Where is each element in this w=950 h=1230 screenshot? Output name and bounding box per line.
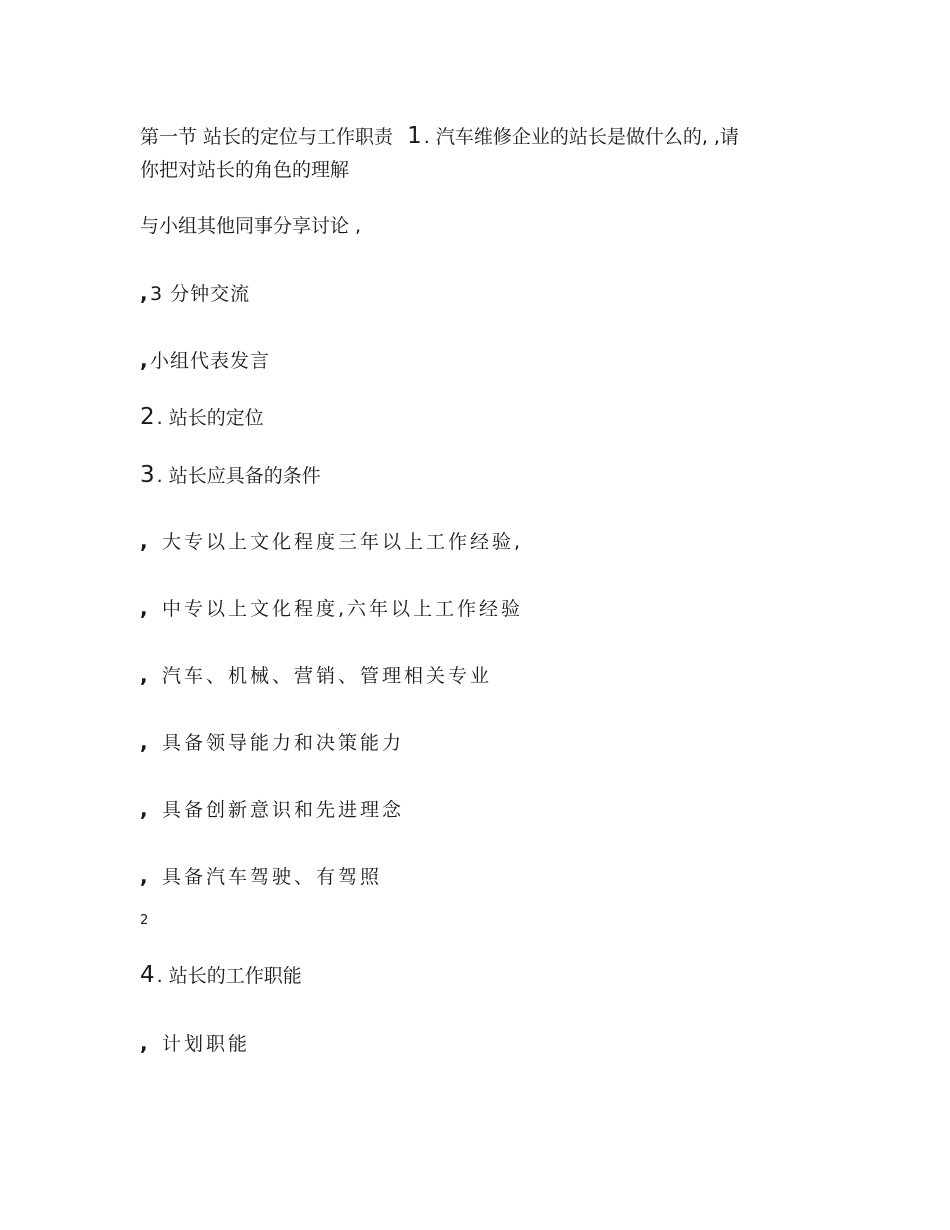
condition-item — [140, 730, 404, 755]
page-number: 2 — [140, 913, 149, 928]
exchange-line — [140, 281, 250, 306]
item-number: 4 — [140, 962, 155, 988]
item-number: 2 — [140, 404, 155, 430]
bullet-mark: , — [140, 529, 151, 553]
condition-item — [140, 596, 523, 621]
title-line — [140, 124, 739, 149]
question-text: . 汽车维修企业的站长是做什么的, ,请 — [423, 126, 739, 148]
representative-text: 小组代表发言 — [150, 350, 271, 372]
condition-text: 具备汽车驾驶、有驾照 — [162, 866, 383, 888]
condition-item — [140, 663, 492, 688]
bullet-mark: , — [140, 864, 151, 888]
bullet-mark: , — [140, 1031, 151, 1055]
exchange-text: 3 分钟交流 — [150, 283, 251, 305]
item-text: . 站长的工作职能 — [156, 965, 302, 987]
bullet-mark: , — [140, 663, 151, 687]
bullet-mark: , — [140, 281, 148, 305]
item-3 — [140, 463, 321, 488]
condition-item — [140, 864, 382, 889]
function-text: 计划职能 — [162, 1033, 251, 1055]
item-4 — [140, 963, 302, 988]
item-text: . 站长的定位 — [156, 407, 264, 429]
condition-item — [140, 529, 523, 554]
bullet-mark: , — [140, 730, 151, 754]
item-2 — [140, 405, 264, 430]
bullet-mark: , — [140, 596, 151, 620]
section-title: 第一节 站长的定位与工作职责 — [140, 126, 394, 148]
condition-text: 具备领导能力和决策能力 — [162, 732, 405, 754]
bullet-mark: , — [140, 797, 151, 821]
item-text: . 站长应具备的条件 — [156, 465, 321, 487]
condition-text: 汽车、机械、营销、管理相关专业 — [162, 665, 493, 687]
condition-text: 大专以上文化程度三年以上工作经验, — [162, 531, 524, 553]
discussion-line: 与小组其他同事分享讨论 , — [140, 215, 362, 237]
condition-text: 具备创新意识和先进理念 — [162, 799, 405, 821]
function-item — [140, 1031, 250, 1056]
representative-line — [140, 348, 270, 373]
condition-text: 中专以上文化程度,六年以上工作经验 — [162, 598, 524, 620]
question-number: 1 — [407, 123, 422, 149]
bullet-mark: , — [140, 348, 148, 372]
item-number: 3 — [140, 462, 155, 488]
question-continuation: 你把对站长的角色的理解 — [140, 159, 350, 181]
condition-item — [140, 797, 404, 822]
